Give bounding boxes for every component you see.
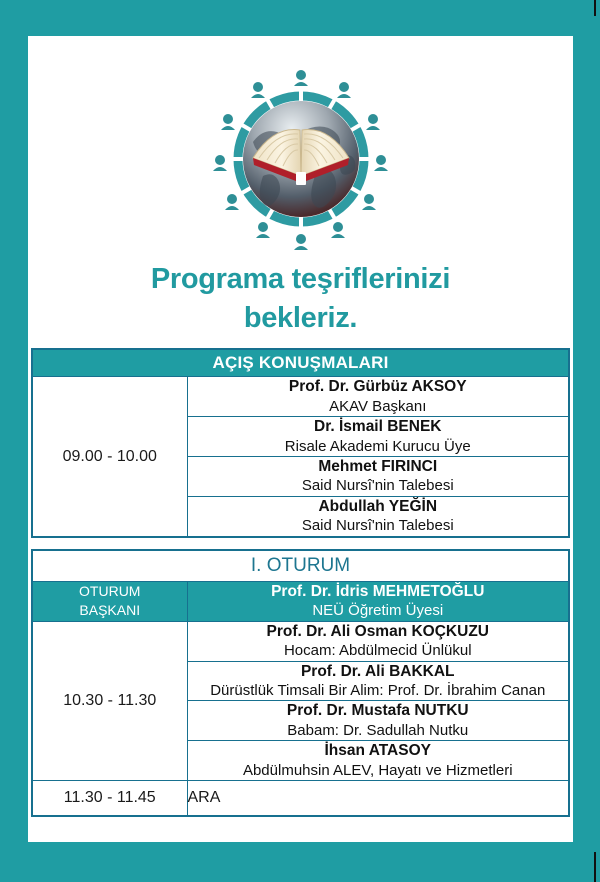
- time-cell: 10.30 - 11.30: [32, 621, 187, 781]
- chair-subtitle: NEÜ Öğretim Üyesi: [312, 602, 444, 620]
- table-row: [32, 781, 569, 817]
- speaker-name: Prof. Dr. Mustafa NUTKU: [286, 702, 469, 720]
- crop-mark-top-icon: [594, 0, 596, 16]
- speaker-name: Prof. Dr. Ali BAKKAL: [300, 662, 455, 680]
- speaker-name: Prof. Dr. Gürbüz AKSOY: [288, 378, 467, 396]
- entry-cell: [187, 457, 569, 497]
- table-row: [32, 377, 569, 417]
- poster-inner-card: [28, 36, 573, 842]
- table-row: [32, 621, 569, 661]
- section-band-acilis: AÇIŞ KONUŞMALARI: [32, 349, 569, 377]
- entry-cell: [187, 701, 569, 741]
- entry-cell: [187, 621, 569, 661]
- entry-cell: [187, 496, 569, 536]
- globe-open-book-logo: [201, 64, 401, 254]
- speaker-subtitle: Babam: Dr. Sadullah Nutku: [287, 721, 469, 739]
- time-cell: 09.00 - 10.00: [32, 377, 187, 537]
- chair-name: Prof. Dr. İdris MEHMETOĞLU: [271, 582, 485, 600]
- logo-block: [28, 36, 573, 254]
- speaker-subtitle: Said Nursî'nin Talebesi: [301, 477, 454, 495]
- speaker-name: Dr. İsmail BENEK: [314, 418, 442, 436]
- speaker-subtitle: Dürüstlük Timsali Bir Alim: Prof. Dr. İbrahim Canan: [210, 681, 546, 699]
- time-cell: 11.30 - 11.45: [32, 781, 187, 817]
- chair-label-line1: OTURUM: [79, 583, 141, 600]
- table-row: [32, 349, 569, 377]
- speaker-subtitle: Hocam: Abdülmecid Ünlükul: [283, 642, 472, 660]
- page-title: [28, 260, 573, 338]
- chair-entry-cell: [187, 581, 569, 621]
- entry-cell: [187, 661, 569, 701]
- speaker-name: Mehmet FIRINCI: [318, 458, 438, 476]
- table-row: [32, 550, 569, 582]
- crop-mark-bottom-icon: [594, 852, 596, 882]
- speaker-subtitle: AKAV Başkanı: [329, 397, 427, 415]
- page-title-line1: Programa teşriflerinizi: [150, 263, 451, 295]
- speaker-subtitle: Abdülmuhsin ALEV, Hayatı ve Hizmetleri: [242, 761, 513, 779]
- entry-cell: [187, 377, 569, 417]
- page-title-line2: bekleriz.: [243, 302, 358, 335]
- program-table-acilis: [31, 348, 570, 538]
- speaker-name: İhsan ATASOY: [324, 742, 431, 760]
- chair-label-cell: [32, 581, 187, 621]
- program-table-oturum1: [31, 549, 570, 817]
- chair-label-line2: BAŞKANI: [79, 602, 141, 619]
- entry-cell: [187, 741, 569, 781]
- speaker-subtitle: Said Nursî'nin Talebesi: [301, 517, 454, 535]
- speaker-name: Prof. Dr. Ali Osman KOÇKUZU: [266, 622, 489, 640]
- speaker-name: Abdullah YEĞİN: [318, 497, 438, 515]
- break-label-cell: ARA: [187, 781, 569, 817]
- section-band-oturum1: I. OTURUM: [32, 550, 569, 582]
- speaker-subtitle: Risale Akademi Kurucu Üye: [284, 437, 471, 455]
- table-row-chair: [32, 581, 569, 621]
- entry-cell: [187, 417, 569, 457]
